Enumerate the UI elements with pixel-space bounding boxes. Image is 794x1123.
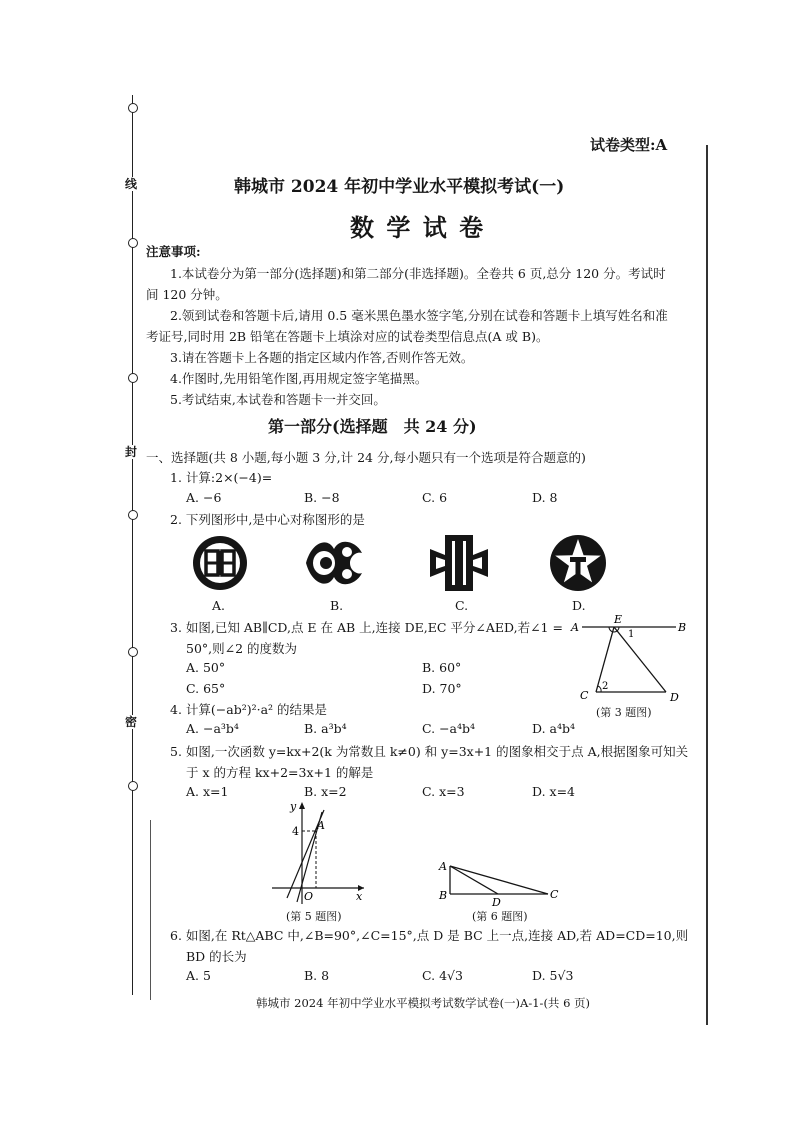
q4-option-a: A. −a³b⁴	[186, 721, 239, 736]
page-border-right	[706, 145, 708, 1025]
notice-line: 5.考试结束,本试卷和答题卡一并交回。	[170, 392, 386, 407]
q3-option-c: C. 65°	[186, 681, 226, 696]
q6-option-d: D. 5√3	[532, 968, 574, 983]
q5-figure	[272, 798, 368, 908]
q3-figure-caption: (第 3 题图)	[596, 706, 652, 719]
q3-label-c: C	[580, 689, 589, 702]
page-border-left	[150, 820, 151, 1000]
q6-label-c: C	[550, 888, 559, 901]
q5-option-b: B. x=2	[304, 784, 347, 799]
q5-label-o: O	[304, 890, 314, 903]
page-footer: 韩城市 2024 年初中学业水平模拟考试数学试卷(一)A-1-(共 6 页)	[256, 996, 591, 1010]
q3-label-1: 1	[628, 629, 635, 640]
q3-option-b: B. 60°	[422, 660, 462, 675]
q2-option-b: B.	[330, 598, 344, 613]
q3-label-2: 2	[602, 681, 609, 692]
q3-option-a: A. 50°	[186, 660, 226, 675]
q1-option-b: B. −8	[304, 490, 340, 505]
binding-hole-icon	[128, 647, 138, 657]
q6-stem-line2: BD 的长为	[186, 949, 247, 964]
q3-label-d: D	[670, 691, 679, 704]
q3-option-d: D. 70°	[422, 681, 462, 696]
binding-mark-xian: 线	[125, 177, 138, 191]
binding-mark-mi: 密	[125, 715, 138, 729]
subject-title: 数 学 试 卷	[350, 213, 486, 242]
q5-label-4: 4	[292, 825, 299, 838]
q6-stem-line1: 6. 如图,在 Rt△ABC 中,∠B=90°,∠C=15°,点 D 是 BC 上一点,连接 AD,若 AD=CD=10,则	[170, 928, 689, 943]
notice-line: 考证号,同时用 2B 铅笔在答题卡上填涂对应的试卷类型信息点(A 或 B)。	[146, 329, 549, 344]
q3-label-e: E	[614, 613, 623, 626]
binding-strip	[125, 95, 138, 995]
exam-title: 韩城市 2024 年初中学业水平模拟考试(一)	[234, 177, 565, 197]
q6-label-d: D	[492, 896, 501, 908]
q2-option-d: D.	[572, 598, 586, 613]
binding-hole-icon	[128, 781, 138, 791]
q4-option-d: D. a⁴b⁴	[532, 721, 575, 736]
binding-hole-icon	[128, 373, 138, 383]
q2-option-c: C.	[455, 598, 469, 613]
q3-figure	[568, 612, 690, 706]
q1-option-d: D. 8	[532, 490, 558, 505]
notice-line: 间 120 分钟。	[146, 287, 228, 302]
q6-figure-caption: (第 6 题图)	[472, 910, 528, 923]
binding-mark-feng: 封	[125, 445, 138, 459]
q5-label-x: x	[356, 890, 363, 903]
q2-figure-d-icon	[548, 533, 608, 593]
q3-stem-line1: 3. 如图,已知 AB∥CD,点 E 在 AB 上,连接 DE,EC 平分∠AED,若∠1 =	[170, 620, 563, 635]
paper-type-label: 试卷类型:A	[590, 136, 668, 154]
part1-title: 第一部分(选择题 共 24 分)	[268, 417, 477, 436]
q6-option-a: A. 5	[186, 968, 211, 983]
q1-option-a: A. −6	[186, 490, 222, 505]
q5-stem-line1: 5. 如图,一次函数 y=kx+2(k 为常数且 k≠0) 和 y=3x+1 的图象相交于点 A,根据图象可知关	[170, 744, 689, 759]
notice-line: 2.领到试卷和答题卡后,请用 0.5 毫米黑色墨水签字笔,分别在试卷和答题卡上填写姓名和准	[170, 308, 668, 323]
q5-label-a: A	[317, 819, 325, 832]
section-intro: 一、选择题(共 8 小题,每小题 3 分,计 24 分,每小题只有一个选项是符合题意的)	[146, 450, 586, 465]
q4-option-b: B. a³b⁴	[304, 721, 347, 736]
q2-figure-c-icon	[428, 533, 490, 593]
q4-option-c: C. −a⁴b⁴	[422, 721, 476, 736]
q2-stem: 2. 下列图形中,是中心对称图形的是	[170, 512, 365, 527]
q6-label-b: B	[439, 889, 448, 902]
notice-line: 4.作图时,先用铅笔作图,再用规定签字笔描黑。	[170, 371, 428, 386]
q5-option-a: A. x=1	[186, 784, 229, 799]
q5-figure-caption: (第 5 题图)	[286, 910, 342, 923]
q5-label-y: y	[290, 800, 297, 813]
q6-label-a: A	[439, 860, 447, 873]
q3-label-b: B	[678, 621, 687, 634]
notice-line: 3.请在答题卡上各题的指定区域内作答,否则作答无效。	[170, 350, 474, 365]
q5-option-c: C. x=3	[422, 784, 465, 799]
q2-figure-b-icon	[302, 535, 366, 591]
notice-line: 1.本试卷分为第一部分(选择题)和第二部分(非选择题)。全卷共 6 页,总分 120 分。考试时	[170, 266, 666, 281]
q4-stem: 4. 计算(−ab²)²·a² 的结果是	[170, 702, 328, 717]
binding-hole-icon	[128, 510, 138, 520]
q5-stem-line2: 于 x 的方程 kx+2=3x+1 的解是	[186, 765, 374, 780]
q6-option-b: B. 8	[304, 968, 330, 983]
notice-heading: 注意事项:	[146, 244, 201, 259]
q2-figure-a-icon	[190, 533, 250, 593]
q6-figure	[436, 856, 564, 908]
q1-option-c: C. 6	[422, 490, 448, 505]
binding-hole-icon	[128, 238, 138, 248]
q3-label-a: A	[571, 621, 579, 634]
q3-stem-line2: 50°,则∠2 的度数为	[186, 641, 298, 656]
q1-stem: 1. 计算:2×(−4)=	[170, 470, 273, 485]
q2-option-a: A.	[212, 598, 226, 613]
binding-hole-icon	[128, 103, 138, 113]
q5-option-d: D. x=4	[532, 784, 575, 799]
q6-option-c: C. 4√3	[422, 968, 463, 983]
